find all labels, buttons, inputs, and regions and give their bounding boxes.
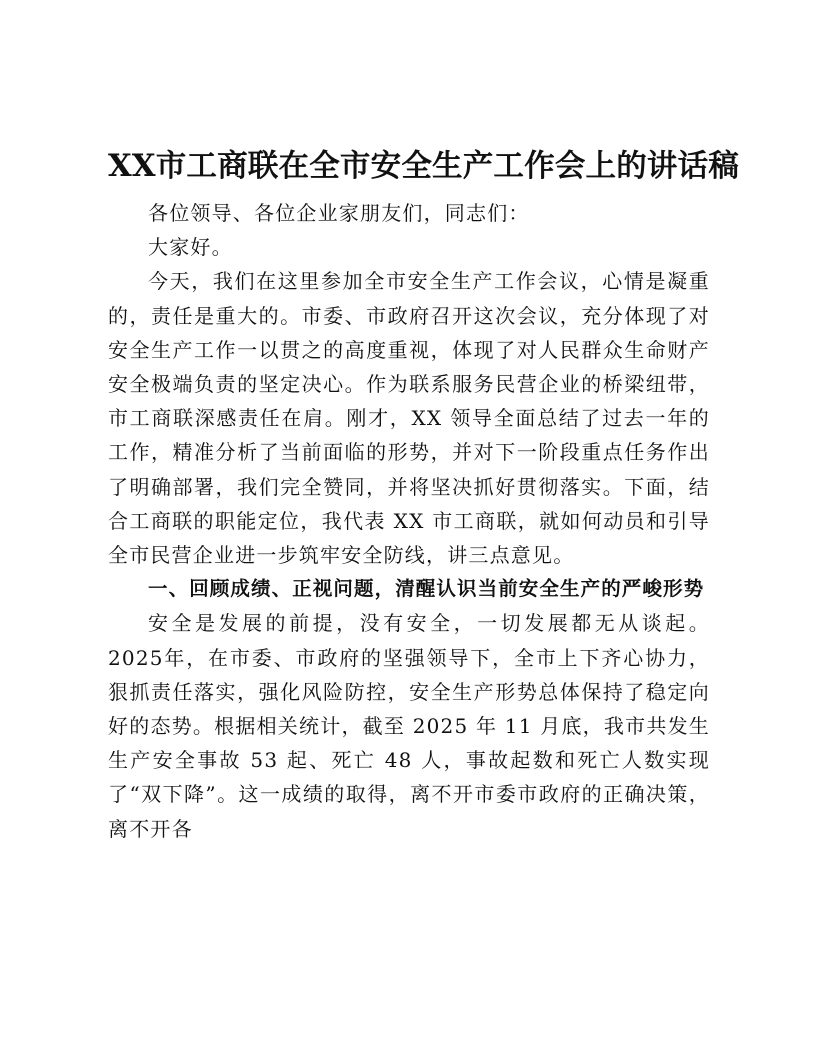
section-1-heading: 一、回顾成绩、正视问题，清醒认识当前安全生产的严峻形势: [148, 577, 705, 601]
greeting-paragraph: 各位领导、各位企业家朋友们，同志们：: [148, 201, 530, 225]
salutation-paragraph: 大家好。: [148, 235, 233, 260]
section-1-paragraph: 安全是发展的前提，没有安全，一切发展都无从谈起。2025年，在市委、市政府的坚强领导下，全市上下齐心协力，狠抓责任落实，强化风险防控，安全生产形势总体保持了稳定向好的态势。根据相关统计，截至 2025 年 11 月底，我市共发生生产安全事故 53 起、死亡 48 人，事故起数和死亡人数实现了“双下降”。这一成绩的取得，离不开市委市政府的正确决策，离不开各: [108, 611, 710, 841]
document-title: XX市工商联在全市安全生产工作会上的讲话稿: [108, 148, 740, 184]
intro-paragraph: 今天，我们在这里参加全市安全生产工作会议，心情是凝重的，责任是重大的。市委、市政府召开这次会议，充分体现了对安全生产工作一以贯之的高度重视，体现了对人民群众生命财产安全极端负责的坚定决心。作为联系服务民营企业的桥梁纽带，市工商联深感责任在肩。刚才，XX 领导全面总结了过去一年的工作，精准分析了当前面临的形势，并对下一阶段重点任务作出了明确部署，我们完全赞同，并将坚决抓好贯彻落实。下面，结合工商联的职能定位，我代表 XX 市工商联，就如何动员和引导全市民营企业进一步筑牢安全防线，讲三点意见。: [108, 269, 710, 568]
